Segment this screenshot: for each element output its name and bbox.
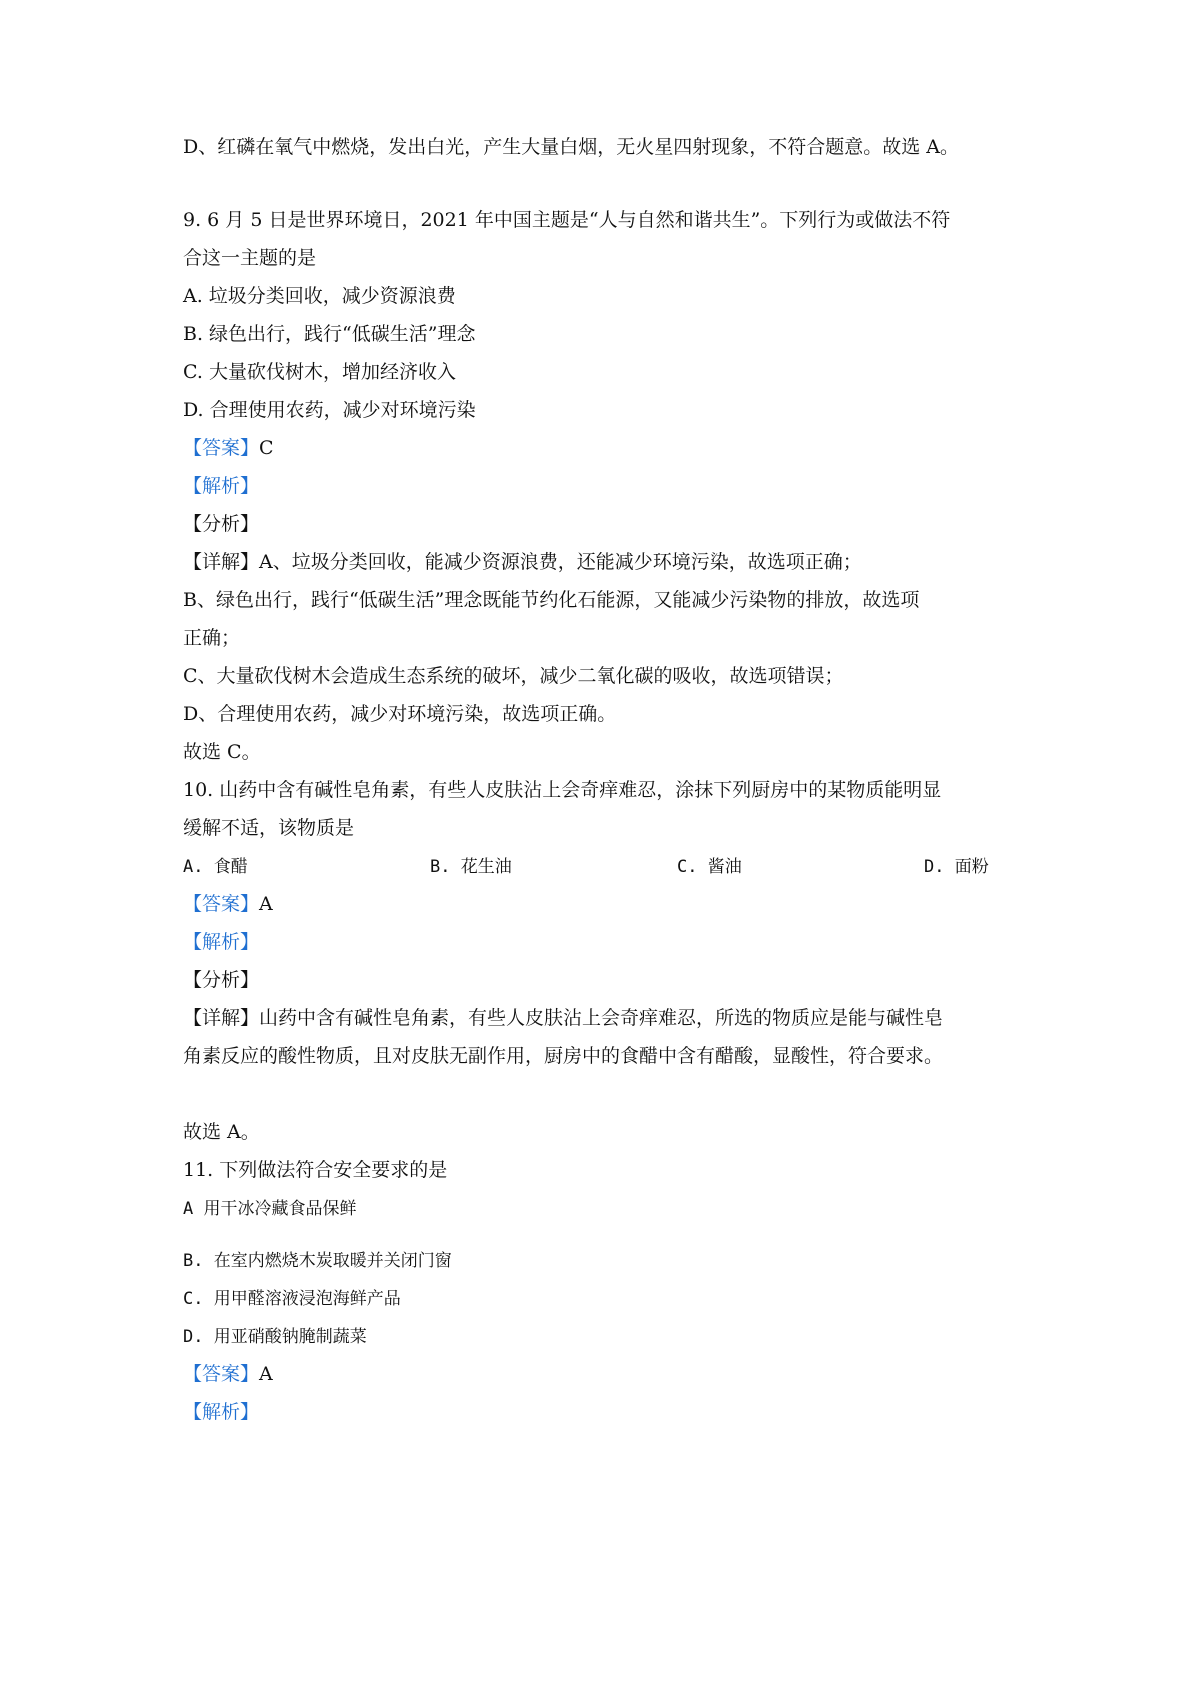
option-text: D. 面粉	[924, 857, 989, 877]
q9-jiexi-label: 【解析】	[183, 475, 260, 497]
q9-answer	[183, 434, 274, 462]
q11-option-d	[183, 1322, 367, 1351]
q11-stem: 11. 下列做法符合安全要求的是	[183, 1159, 448, 1181]
q9-stem-line1: 9. 6 月 5 日是世界环境日，2021 年中国主题是“人与自然和谐共生”。下列行为或做法不符	[183, 209, 951, 231]
option-text: D. 用亚硝酸钠腌制蔬菜	[183, 1327, 367, 1347]
xiangjie-label: 【详解】	[183, 551, 260, 573]
option-text: B. 花生油	[430, 857, 512, 877]
q10-detail-line2: 角素反应的酸性物质，且对皮肤无副作用，厨房中的食醋中含有醋酸，显酸性，符合要求。	[183, 1045, 944, 1067]
option-text: B. 在室内燃烧木炭取暖并关闭门窗	[183, 1251, 452, 1271]
q9-option-b: B. 绿色出行，践行“低碳生活”理念	[183, 323, 476, 345]
answer-value: A	[259, 893, 273, 915]
q9-conclusion: 故选 C。	[183, 741, 261, 763]
q9-detail-c: C、大量砍伐树木会造成生态系统的破坏，减少二氧化碳的吸收，故选项错误；	[183, 665, 844, 687]
q10-option-d	[924, 852, 989, 881]
q10-conclusion: 故选 A。	[183, 1121, 260, 1143]
q11-option-c	[183, 1284, 401, 1313]
q9-option-c: C. 大量砍伐树木，增加经济收入	[183, 361, 456, 383]
q10-option-c	[677, 852, 742, 881]
q9-stem-line2: 合这一主题的是	[183, 247, 317, 269]
option-text: C. 酱油	[677, 857, 742, 877]
q9-detail-a	[183, 548, 862, 576]
answer-value: A	[259, 1363, 273, 1385]
q9-detail-d: D、合理使用农药，减少对环境污染，故选项正确。	[183, 703, 617, 725]
q9-detail-b-line2: 正确；	[183, 627, 241, 649]
q11-answer	[183, 1360, 273, 1388]
q10-answer	[183, 890, 273, 918]
q11-option-b	[183, 1246, 452, 1275]
q9-detail-b-line1: B、绿色出行，践行“低碳生活”理念既能节约化石能源，又能减少污染物的排放，故选项	[183, 589, 920, 611]
detail-text: 山药中含有碱性皂角素，有些人皮肤沾上会奇痒难忍，所选的物质应是能与碱性皂	[259, 1007, 944, 1029]
intro-d-line: D、红磷在氧气中燃烧，发出白光，产生大量白烟，无火星四射现象，不符合题意。故选 A。	[183, 136, 959, 158]
option-text: A. 食醋	[183, 857, 248, 877]
answer-label: 【答案】	[183, 893, 260, 915]
q10-jiexi-label: 【解析】	[183, 931, 260, 953]
q10-fenxi-label: 【分析】	[183, 969, 260, 991]
q11-jiexi-label: 【解析】	[183, 1401, 260, 1423]
q9-option-a: A. 垃圾分类回收，减少资源浪费	[183, 285, 456, 307]
q9-option-d: D. 合理使用农药，减少对环境污染	[183, 399, 476, 421]
answer-label: 【答案】	[183, 1363, 260, 1385]
option-text: C. 用甲醛溶液浸泡海鲜产品	[183, 1289, 401, 1309]
q10-detail-line1	[183, 1004, 943, 1032]
q10-stem-line1: 10. 山药中含有碱性皂角素，有些人皮肤沾上会奇痒难忍，涂抹下列厨房中的某物质能明显	[183, 779, 942, 801]
detail-text: A、垃圾分类回收，能减少资源浪费，还能减少环境污染，故选项正确；	[259, 551, 862, 573]
answer-value: C	[259, 437, 274, 459]
answer-label: 【答案】	[183, 437, 260, 459]
xiangjie-label: 【详解】	[183, 1007, 260, 1029]
q9-fenxi-label: 【分析】	[183, 513, 260, 535]
q10-option-a	[183, 852, 248, 881]
option-text: A 用干冰冷藏食品保鲜	[183, 1199, 357, 1219]
q10-option-b	[430, 852, 512, 881]
q11-option-a	[183, 1194, 356, 1223]
q10-stem-line2: 缓解不适，该物质是	[183, 817, 355, 839]
